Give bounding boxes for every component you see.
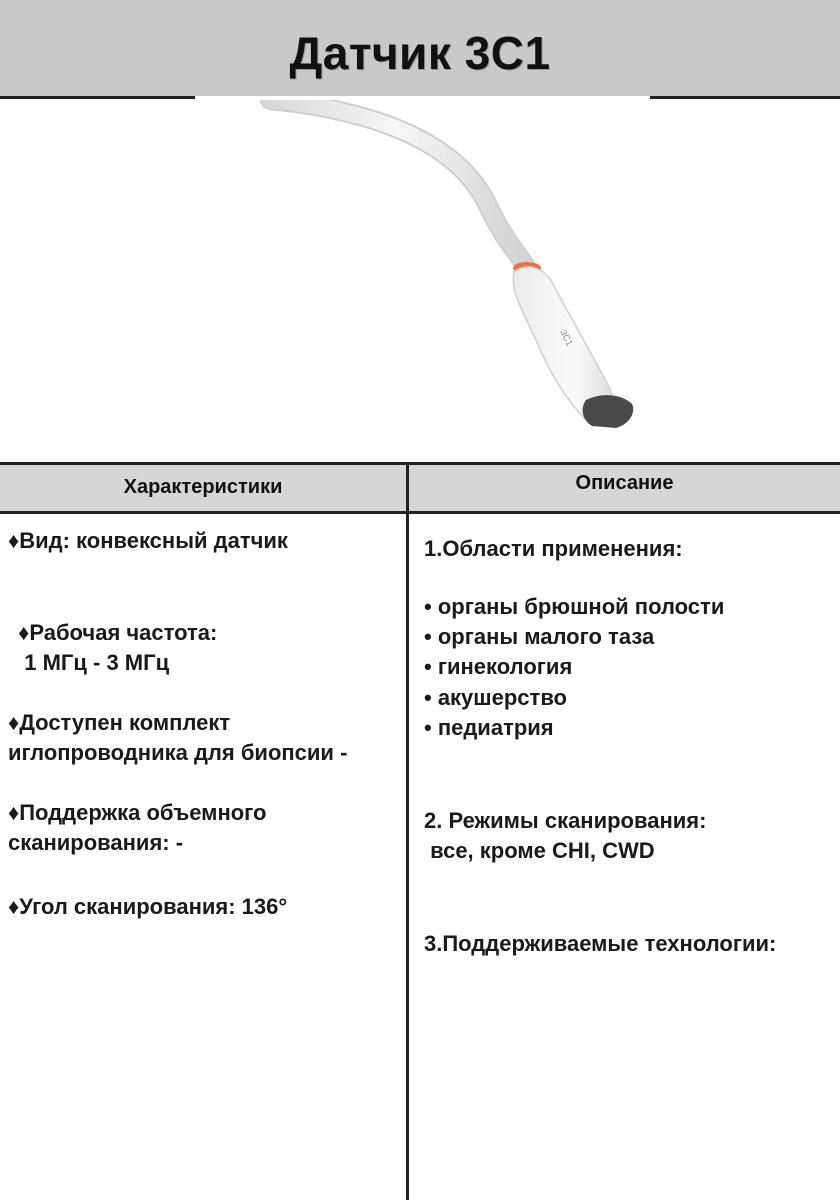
page-title: Датчик 3С1 — [289, 27, 551, 79]
spec-biopsy-line2: иглопроводника для биопсии - — [8, 740, 348, 765]
modes-title: 2. Режимы сканирования: — [424, 808, 707, 833]
spec-volume-line2: сканирования: - — [8, 830, 184, 855]
area-item: • органы брюшной полости — [424, 594, 725, 619]
probe-label: 3C1 — [558, 328, 575, 348]
spec-frequency-value: 1 МГц - 3 МГц — [12, 650, 170, 675]
column-divider — [406, 462, 409, 1200]
area-item: • акушерство — [424, 685, 567, 710]
modes-value: все, кроме CHI, CWD — [424, 838, 655, 863]
spec-biopsy-line1: ♦Доступен комплект — [8, 710, 231, 735]
area-item: • гинекология — [424, 654, 573, 679]
area-item: • педиатрия — [424, 715, 554, 740]
probe-head — [583, 395, 634, 428]
header-characteristics: Характеристики — [123, 476, 283, 498]
areas-title: 1.Области применения: — [424, 536, 683, 561]
header-description: Описание — [575, 472, 674, 494]
spec-angle: ♦Угол сканирования: 136° — [8, 894, 288, 919]
spec-volume-line1: ♦Поддержка объемного — [8, 800, 267, 825]
spec-frequency-label: ♦Рабочая частота: — [12, 620, 218, 645]
technologies-title: 3.Поддерживаемые технологии: — [424, 931, 777, 956]
spec-type: ♦Вид: конвексный датчик — [8, 528, 288, 553]
probe-image — [230, 100, 670, 460]
area-item: • органы малого таза — [424, 624, 655, 649]
